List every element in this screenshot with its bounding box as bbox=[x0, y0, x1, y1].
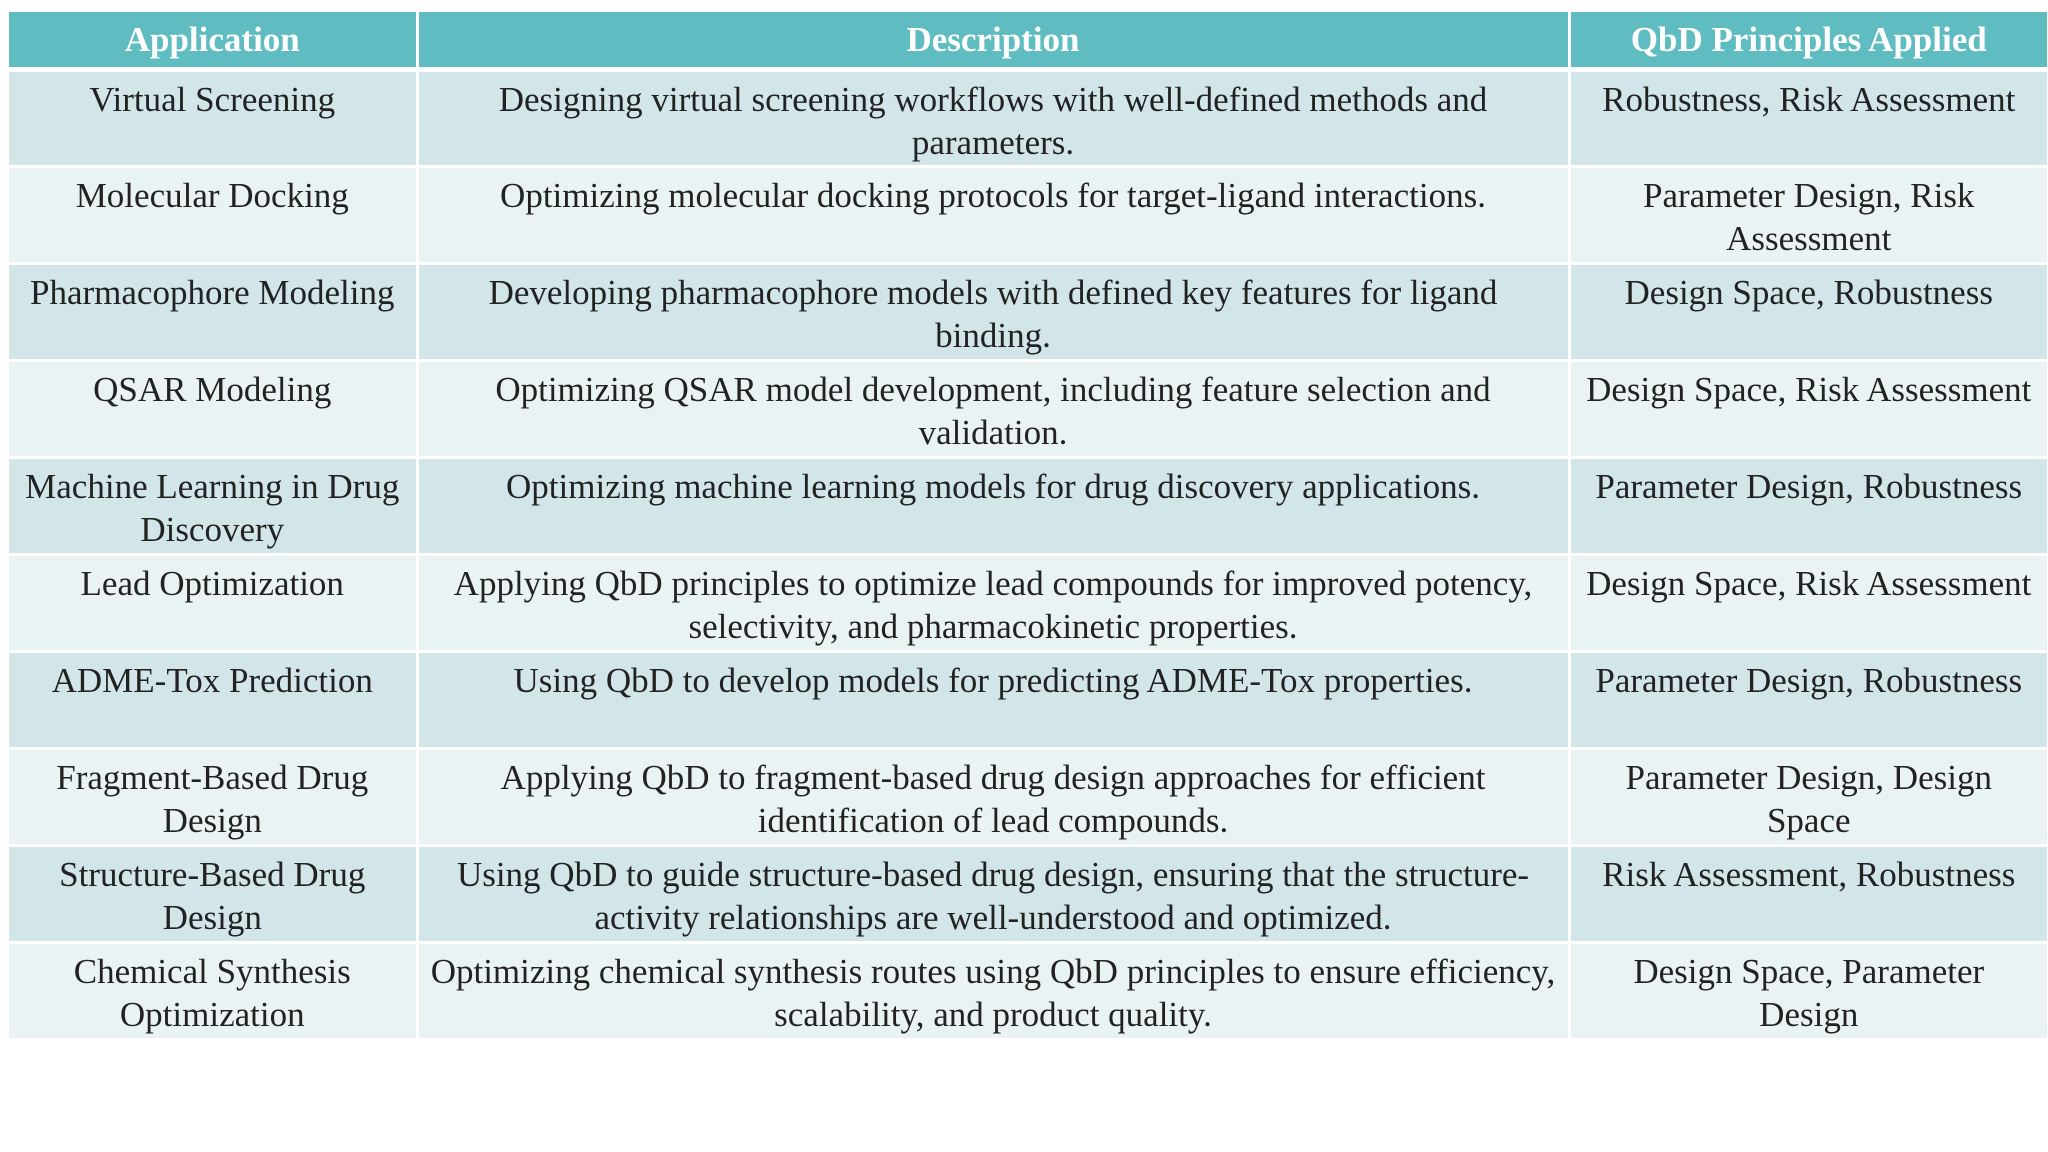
application-cell: Structure-Based Drug Design bbox=[9, 846, 417, 943]
qbd-applications-table-container bbox=[9, 12, 2047, 1041]
table-row-lead-optimization bbox=[9, 555, 2047, 652]
application-cell: QSAR Modeling bbox=[9, 361, 417, 458]
description-cell: Optimizing chemical synthesis routes using QbD principles to ensure efficiency, scalability, and product quality. bbox=[417, 943, 1569, 1040]
table-header bbox=[9, 12, 2047, 70]
application-cell: Machine Learning in Drug Discovery bbox=[9, 458, 417, 555]
description-cell: Developing pharmacophore models with defined key features for ligand binding. bbox=[417, 264, 1569, 361]
application-cell: Chemical Synthesis Optimization bbox=[9, 943, 417, 1040]
qbd-principles-cell: Parameter Design, Robustness bbox=[1569, 458, 2047, 555]
application-cell: Virtual Screening bbox=[9, 70, 417, 167]
description-cell: Applying QbD to fragment-based drug design approaches for efficient identification of lead compounds. bbox=[417, 749, 1569, 846]
qbd-principles-cell: Parameter Design, Design Space bbox=[1569, 749, 2047, 846]
qbd-principles-cell: Parameter Design, Risk Assessment bbox=[1569, 167, 2047, 264]
qbd-principles-cell: Risk Assessment, Robustness bbox=[1569, 846, 2047, 943]
description-cell: Designing virtual screening workflows with well-defined methods and parameters. bbox=[417, 70, 1569, 167]
qbd-principles-cell: Design Space, Parameter Design bbox=[1569, 943, 2047, 1040]
header-description: Description bbox=[417, 12, 1569, 70]
table-row-molecular-docking bbox=[9, 167, 2047, 264]
table-body bbox=[9, 70, 2047, 1040]
description-cell: Optimizing machine learning models for drug discovery applications. bbox=[417, 458, 1569, 555]
table-row-qsar-modeling bbox=[9, 361, 2047, 458]
application-cell: Molecular Docking bbox=[9, 167, 417, 264]
application-cell: ADME-Tox Prediction bbox=[9, 652, 417, 749]
application-cell: Pharmacophore Modeling bbox=[9, 264, 417, 361]
table-row-machine-learning bbox=[9, 458, 2047, 555]
table-row-pharmacophore-modeling bbox=[9, 264, 2047, 361]
qbd-principles-cell: Design Space, Robustness bbox=[1569, 264, 2047, 361]
table-row-fragment-based bbox=[9, 749, 2047, 846]
qbd-principles-cell: Design Space, Risk Assessment bbox=[1569, 555, 2047, 652]
table-row-virtual-screening bbox=[9, 70, 2047, 167]
header-qbd-principles: QbD Principles Applied bbox=[1569, 12, 2047, 70]
header-row bbox=[9, 12, 2047, 70]
description-cell: Applying QbD principles to optimize lead compounds for improved potency, selectivity, and pharmacokinetic properties. bbox=[417, 555, 1569, 652]
description-cell: Using QbD to develop models for predicting ADME-Tox properties. bbox=[417, 652, 1569, 749]
table-row-structure-based bbox=[9, 846, 2047, 943]
table-row-chemical-synthesis bbox=[9, 943, 2047, 1040]
qbd-principles-cell: Robustness, Risk Assessment bbox=[1569, 70, 2047, 167]
qbd-principles-cell: Parameter Design, Robustness bbox=[1569, 652, 2047, 749]
description-cell: Using QbD to guide structure-based drug design, ensuring that the structure-activity relationships are well-understood and optimized. bbox=[417, 846, 1569, 943]
header-application: Application bbox=[9, 12, 417, 70]
application-cell: Lead Optimization bbox=[9, 555, 417, 652]
qbd-applications-table bbox=[9, 12, 2047, 1041]
application-cell: Fragment-Based Drug Design bbox=[9, 749, 417, 846]
table-row-adme-tox bbox=[9, 652, 2047, 749]
qbd-principles-cell: Design Space, Risk Assessment bbox=[1569, 361, 2047, 458]
description-cell: Optimizing molecular docking protocols for target-ligand interactions. bbox=[417, 167, 1569, 264]
description-cell: Optimizing QSAR model development, including feature selection and validation. bbox=[417, 361, 1569, 458]
